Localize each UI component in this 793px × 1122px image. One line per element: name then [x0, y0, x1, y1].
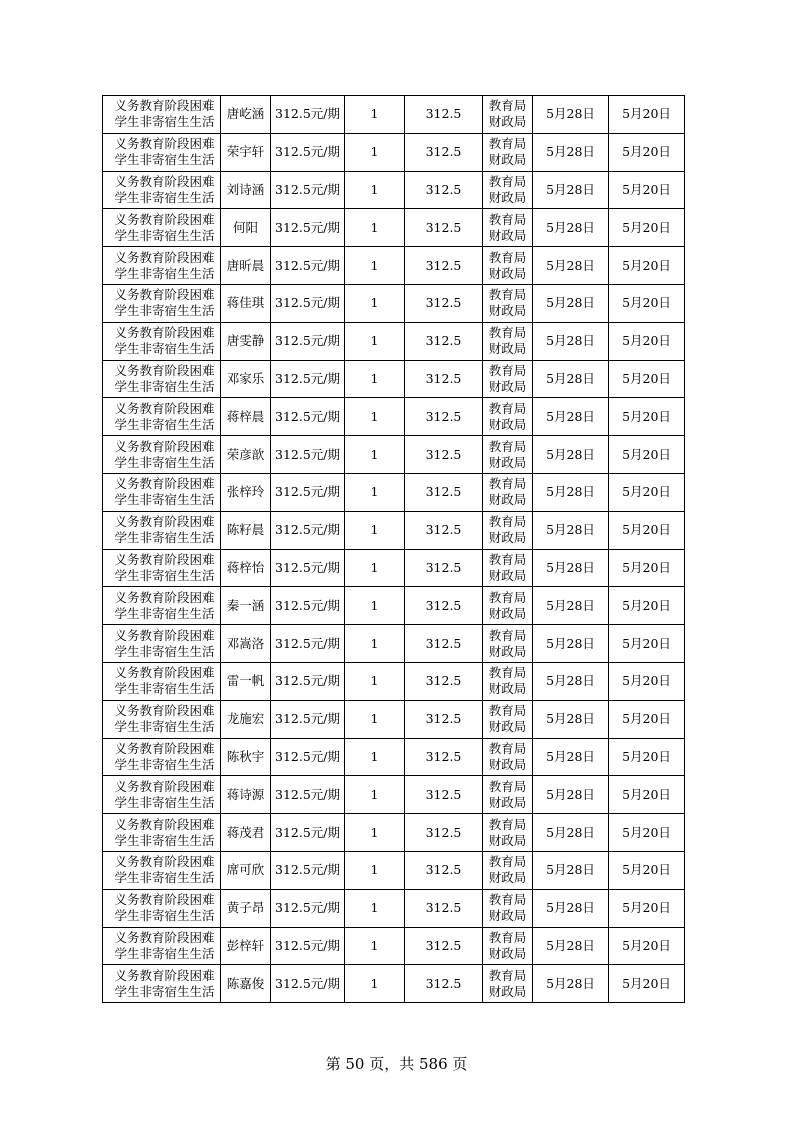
cell-date-1: 5月28日: [533, 889, 609, 927]
cell-date-1: 5月28日: [533, 814, 609, 852]
cell-name: 陈嘉俊: [221, 965, 271, 1003]
cell-item: 义务教育阶段困难学生非寄宿生生活: [103, 171, 221, 209]
cell-name: 张梓玲: [221, 473, 271, 511]
cell-date-1: 5月28日: [533, 965, 609, 1003]
cell-amount: 312.5: [405, 247, 483, 285]
cell-standard: 312.5元/期: [271, 284, 345, 322]
cell-item: 义务教育阶段困难学生非寄宿生生活: [103, 851, 221, 889]
cell-department: 教育局财政局: [483, 700, 533, 738]
cell-department: 教育局财政局: [483, 776, 533, 814]
cell-department: 教育局财政局: [483, 927, 533, 965]
cell-date-1: 5月28日: [533, 247, 609, 285]
cell-standard: 312.5元/期: [271, 965, 345, 1003]
cell-date-2: 5月20日: [609, 738, 685, 776]
cell-standard: 312.5元/期: [271, 549, 345, 587]
table-row: [103, 436, 685, 474]
cell-department: 教育局财政局: [483, 587, 533, 625]
cell-standard: 312.5元/期: [271, 889, 345, 927]
cell-date-1: 5月28日: [533, 398, 609, 436]
cell-item: 义务教育阶段困难学生非寄宿生生活: [103, 662, 221, 700]
cell-standard: 312.5元/期: [271, 398, 345, 436]
cell-date-1: 5月28日: [533, 360, 609, 398]
cell-date-2: 5月20日: [609, 96, 685, 134]
cell-name: 蒋诗源: [221, 776, 271, 814]
cell-item: 义务教育阶段困难学生非寄宿生生活: [103, 284, 221, 322]
cell-date-2: 5月20日: [609, 171, 685, 209]
table-row: [103, 398, 685, 436]
allocation-table: [102, 95, 685, 1003]
cell-date-2: 5月20日: [609, 549, 685, 587]
cell-standard: 312.5元/期: [271, 587, 345, 625]
cell-item: 义务教育阶段困难学生非寄宿生生活: [103, 360, 221, 398]
cell-date-2: 5月20日: [609, 436, 685, 474]
cell-amount: 312.5: [405, 96, 483, 134]
cell-amount: 312.5: [405, 587, 483, 625]
cell-date-2: 5月20日: [609, 814, 685, 852]
cell-count: 1: [345, 398, 405, 436]
cell-standard: 312.5元/期: [271, 625, 345, 663]
cell-date-2: 5月20日: [609, 284, 685, 322]
cell-amount: 312.5: [405, 398, 483, 436]
cell-date-1: 5月28日: [533, 171, 609, 209]
cell-name: 邓家乐: [221, 360, 271, 398]
cell-date-2: 5月20日: [609, 360, 685, 398]
cell-name: 荣彦歆: [221, 436, 271, 474]
cell-date-2: 5月20日: [609, 398, 685, 436]
cell-amount: 312.5: [405, 851, 483, 889]
page-footer: 第 50 页，共 586 页: [325, 1055, 468, 1073]
cell-count: 1: [345, 511, 405, 549]
cell-item: 义务教育阶段困难学生非寄宿生生活: [103, 738, 221, 776]
cell-item: 义务教育阶段困难学生非寄宿生生活: [103, 96, 221, 134]
cell-count: 1: [345, 133, 405, 171]
cell-amount: 312.5: [405, 209, 483, 247]
table-row: [103, 133, 685, 171]
cell-standard: 312.5元/期: [271, 322, 345, 360]
cell-item: 义务教育阶段困难学生非寄宿生生活: [103, 209, 221, 247]
cell-item: 义务教育阶段困难学生非寄宿生生活: [103, 247, 221, 285]
cell-name: 雷一帆: [221, 662, 271, 700]
table-row: [103, 776, 685, 814]
cell-amount: 312.5: [405, 776, 483, 814]
cell-item: 义务教育阶段困难学生非寄宿生生活: [103, 511, 221, 549]
cell-date-2: 5月20日: [609, 889, 685, 927]
cell-name: 陈籽晨: [221, 511, 271, 549]
cell-date-2: 5月20日: [609, 776, 685, 814]
cell-department: 教育局财政局: [483, 511, 533, 549]
cell-amount: 312.5: [405, 473, 483, 511]
cell-date-2: 5月20日: [609, 209, 685, 247]
cell-standard: 312.5元/期: [271, 247, 345, 285]
cell-date-1: 5月28日: [533, 284, 609, 322]
cell-name: 唐屹涵: [221, 96, 271, 134]
cell-item: 义务教育阶段困难学生非寄宿生生活: [103, 814, 221, 852]
table-row: [103, 965, 685, 1003]
cell-name: 秦一涵: [221, 587, 271, 625]
cell-name: 唐雯静: [221, 322, 271, 360]
cell-date-2: 5月20日: [609, 662, 685, 700]
table-row: [103, 625, 685, 663]
cell-item: 义务教育阶段困难学生非寄宿生生活: [103, 625, 221, 663]
cell-count: 1: [345, 360, 405, 398]
cell-count: 1: [345, 284, 405, 322]
cell-date-2: 5月20日: [609, 927, 685, 965]
cell-count: 1: [345, 322, 405, 360]
table-row: [103, 587, 685, 625]
cell-department: 教育局财政局: [483, 814, 533, 852]
cell-date-1: 5月28日: [533, 209, 609, 247]
cell-date-1: 5月28日: [533, 133, 609, 171]
cell-count: 1: [345, 889, 405, 927]
table-row: [103, 889, 685, 927]
cell-name: 唐昕晨: [221, 247, 271, 285]
cell-standard: 312.5元/期: [271, 814, 345, 852]
cell-date-2: 5月20日: [609, 851, 685, 889]
cell-date-1: 5月28日: [533, 662, 609, 700]
table-row: [103, 511, 685, 549]
cell-standard: 312.5元/期: [271, 776, 345, 814]
cell-date-1: 5月28日: [533, 738, 609, 776]
cell-count: 1: [345, 247, 405, 285]
cell-amount: 312.5: [405, 625, 483, 663]
cell-name: 蒋梓怡: [221, 549, 271, 587]
cell-amount: 312.5: [405, 284, 483, 322]
cell-department: 教育局财政局: [483, 360, 533, 398]
cell-department: 教育局财政局: [483, 549, 533, 587]
cell-standard: 312.5元/期: [271, 511, 345, 549]
cell-date-2: 5月20日: [609, 587, 685, 625]
cell-date-2: 5月20日: [609, 473, 685, 511]
cell-item: 义务教育阶段困难学生非寄宿生生活: [103, 398, 221, 436]
cell-date-1: 5月28日: [533, 851, 609, 889]
cell-name: 黄子昂: [221, 889, 271, 927]
cell-date-1: 5月28日: [533, 625, 609, 663]
table-row: [103, 473, 685, 511]
cell-department: 教育局财政局: [483, 625, 533, 663]
cell-count: 1: [345, 209, 405, 247]
cell-item: 义务教育阶段困难学生非寄宿生生活: [103, 927, 221, 965]
cell-item: 义务教育阶段困难学生非寄宿生生活: [103, 700, 221, 738]
cell-item: 义务教育阶段困难学生非寄宿生生活: [103, 587, 221, 625]
table-row: [103, 662, 685, 700]
cell-count: 1: [345, 625, 405, 663]
cell-standard: 312.5元/期: [271, 96, 345, 134]
table-row: [103, 700, 685, 738]
cell-date-1: 5月28日: [533, 473, 609, 511]
table-row: [103, 549, 685, 587]
cell-date-1: 5月28日: [533, 511, 609, 549]
table-body: [103, 96, 685, 1003]
cell-amount: 312.5: [405, 738, 483, 776]
cell-department: 教育局财政局: [483, 209, 533, 247]
cell-date-2: 5月20日: [609, 700, 685, 738]
cell-amount: 312.5: [405, 700, 483, 738]
cell-count: 1: [345, 473, 405, 511]
cell-department: 教育局财政局: [483, 171, 533, 209]
cell-amount: 312.5: [405, 927, 483, 965]
cell-standard: 312.5元/期: [271, 700, 345, 738]
cell-standard: 312.5元/期: [271, 662, 345, 700]
cell-count: 1: [345, 738, 405, 776]
table-row: [103, 209, 685, 247]
cell-count: 1: [345, 171, 405, 209]
cell-department: 教育局财政局: [483, 851, 533, 889]
table-row: [103, 322, 685, 360]
cell-date-2: 5月20日: [609, 247, 685, 285]
cell-count: 1: [345, 436, 405, 474]
cell-amount: 312.5: [405, 814, 483, 852]
cell-date-1: 5月28日: [533, 322, 609, 360]
cell-count: 1: [345, 776, 405, 814]
cell-date-1: 5月28日: [533, 700, 609, 738]
cell-amount: 312.5: [405, 965, 483, 1003]
cell-department: 教育局财政局: [483, 322, 533, 360]
cell-department: 教育局财政局: [483, 889, 533, 927]
cell-item: 义务教育阶段困难学生非寄宿生生活: [103, 436, 221, 474]
table-row: [103, 360, 685, 398]
cell-name: 蒋佳琪: [221, 284, 271, 322]
cell-standard: 312.5元/期: [271, 209, 345, 247]
cell-count: 1: [345, 965, 405, 1003]
cell-date-1: 5月28日: [533, 436, 609, 474]
cell-amount: 312.5: [405, 436, 483, 474]
cell-name: 荣宇轩: [221, 133, 271, 171]
table-row: [103, 814, 685, 852]
cell-name: 蒋梓晨: [221, 398, 271, 436]
cell-amount: 312.5: [405, 889, 483, 927]
cell-amount: 312.5: [405, 511, 483, 549]
table-row: [103, 171, 685, 209]
cell-date-2: 5月20日: [609, 511, 685, 549]
cell-name: 龙施宏: [221, 700, 271, 738]
cell-count: 1: [345, 851, 405, 889]
cell-count: 1: [345, 549, 405, 587]
cell-standard: 312.5元/期: [271, 171, 345, 209]
cell-item: 义务教育阶段困难学生非寄宿生生活: [103, 322, 221, 360]
cell-standard: 312.5元/期: [271, 360, 345, 398]
cell-date-1: 5月28日: [533, 776, 609, 814]
table-row: [103, 927, 685, 965]
cell-item: 义务教育阶段困难学生非寄宿生生活: [103, 965, 221, 1003]
cell-item: 义务教育阶段困难学生非寄宿生生活: [103, 549, 221, 587]
table-row: [103, 96, 685, 134]
cell-date-2: 5月20日: [609, 965, 685, 1003]
cell-date-2: 5月20日: [609, 322, 685, 360]
cell-count: 1: [345, 814, 405, 852]
cell-name: 邓嵩洛: [221, 625, 271, 663]
cell-standard: 312.5元/期: [271, 473, 345, 511]
cell-department: 教育局财政局: [483, 473, 533, 511]
cell-name: 席可欣: [221, 851, 271, 889]
cell-item: 义务教育阶段困难学生非寄宿生生活: [103, 889, 221, 927]
cell-name: 刘诗涵: [221, 171, 271, 209]
cell-name: 陈秋宇: [221, 738, 271, 776]
cell-date-2: 5月20日: [609, 133, 685, 171]
cell-amount: 312.5: [405, 133, 483, 171]
cell-date-1: 5月28日: [533, 96, 609, 134]
cell-amount: 312.5: [405, 662, 483, 700]
cell-count: 1: [345, 587, 405, 625]
cell-name: 彭梓轩: [221, 927, 271, 965]
cell-standard: 312.5元/期: [271, 738, 345, 776]
table-row: [103, 284, 685, 322]
cell-standard: 312.5元/期: [271, 927, 345, 965]
cell-amount: 312.5: [405, 360, 483, 398]
cell-standard: 312.5元/期: [271, 133, 345, 171]
cell-department: 教育局财政局: [483, 738, 533, 776]
table-row: [103, 851, 685, 889]
cell-department: 教育局财政局: [483, 247, 533, 285]
cell-amount: 312.5: [405, 322, 483, 360]
cell-date-2: 5月20日: [609, 625, 685, 663]
cell-amount: 312.5: [405, 171, 483, 209]
cell-department: 教育局财政局: [483, 284, 533, 322]
cell-amount: 312.5: [405, 549, 483, 587]
cell-standard: 312.5元/期: [271, 436, 345, 474]
cell-item: 义务教育阶段困难学生非寄宿生生活: [103, 473, 221, 511]
cell-name: 何阳: [221, 209, 271, 247]
cell-item: 义务教育阶段困难学生非寄宿生生活: [103, 776, 221, 814]
cell-count: 1: [345, 927, 405, 965]
cell-count: 1: [345, 700, 405, 738]
cell-department: 教育局财政局: [483, 398, 533, 436]
cell-department: 教育局财政局: [483, 436, 533, 474]
table-row: [103, 738, 685, 776]
cell-count: 1: [345, 662, 405, 700]
table-row: [103, 247, 685, 285]
cell-department: 教育局财政局: [483, 965, 533, 1003]
cell-item: 义务教育阶段困难学生非寄宿生生活: [103, 133, 221, 171]
cell-date-1: 5月28日: [533, 927, 609, 965]
cell-standard: 312.5元/期: [271, 851, 345, 889]
cell-date-1: 5月28日: [533, 549, 609, 587]
cell-count: 1: [345, 96, 405, 134]
cell-department: 教育局财政局: [483, 133, 533, 171]
cell-name: 蒋茂君: [221, 814, 271, 852]
cell-department: 教育局财政局: [483, 96, 533, 134]
cell-date-1: 5月28日: [533, 587, 609, 625]
cell-department: 教育局财政局: [483, 662, 533, 700]
